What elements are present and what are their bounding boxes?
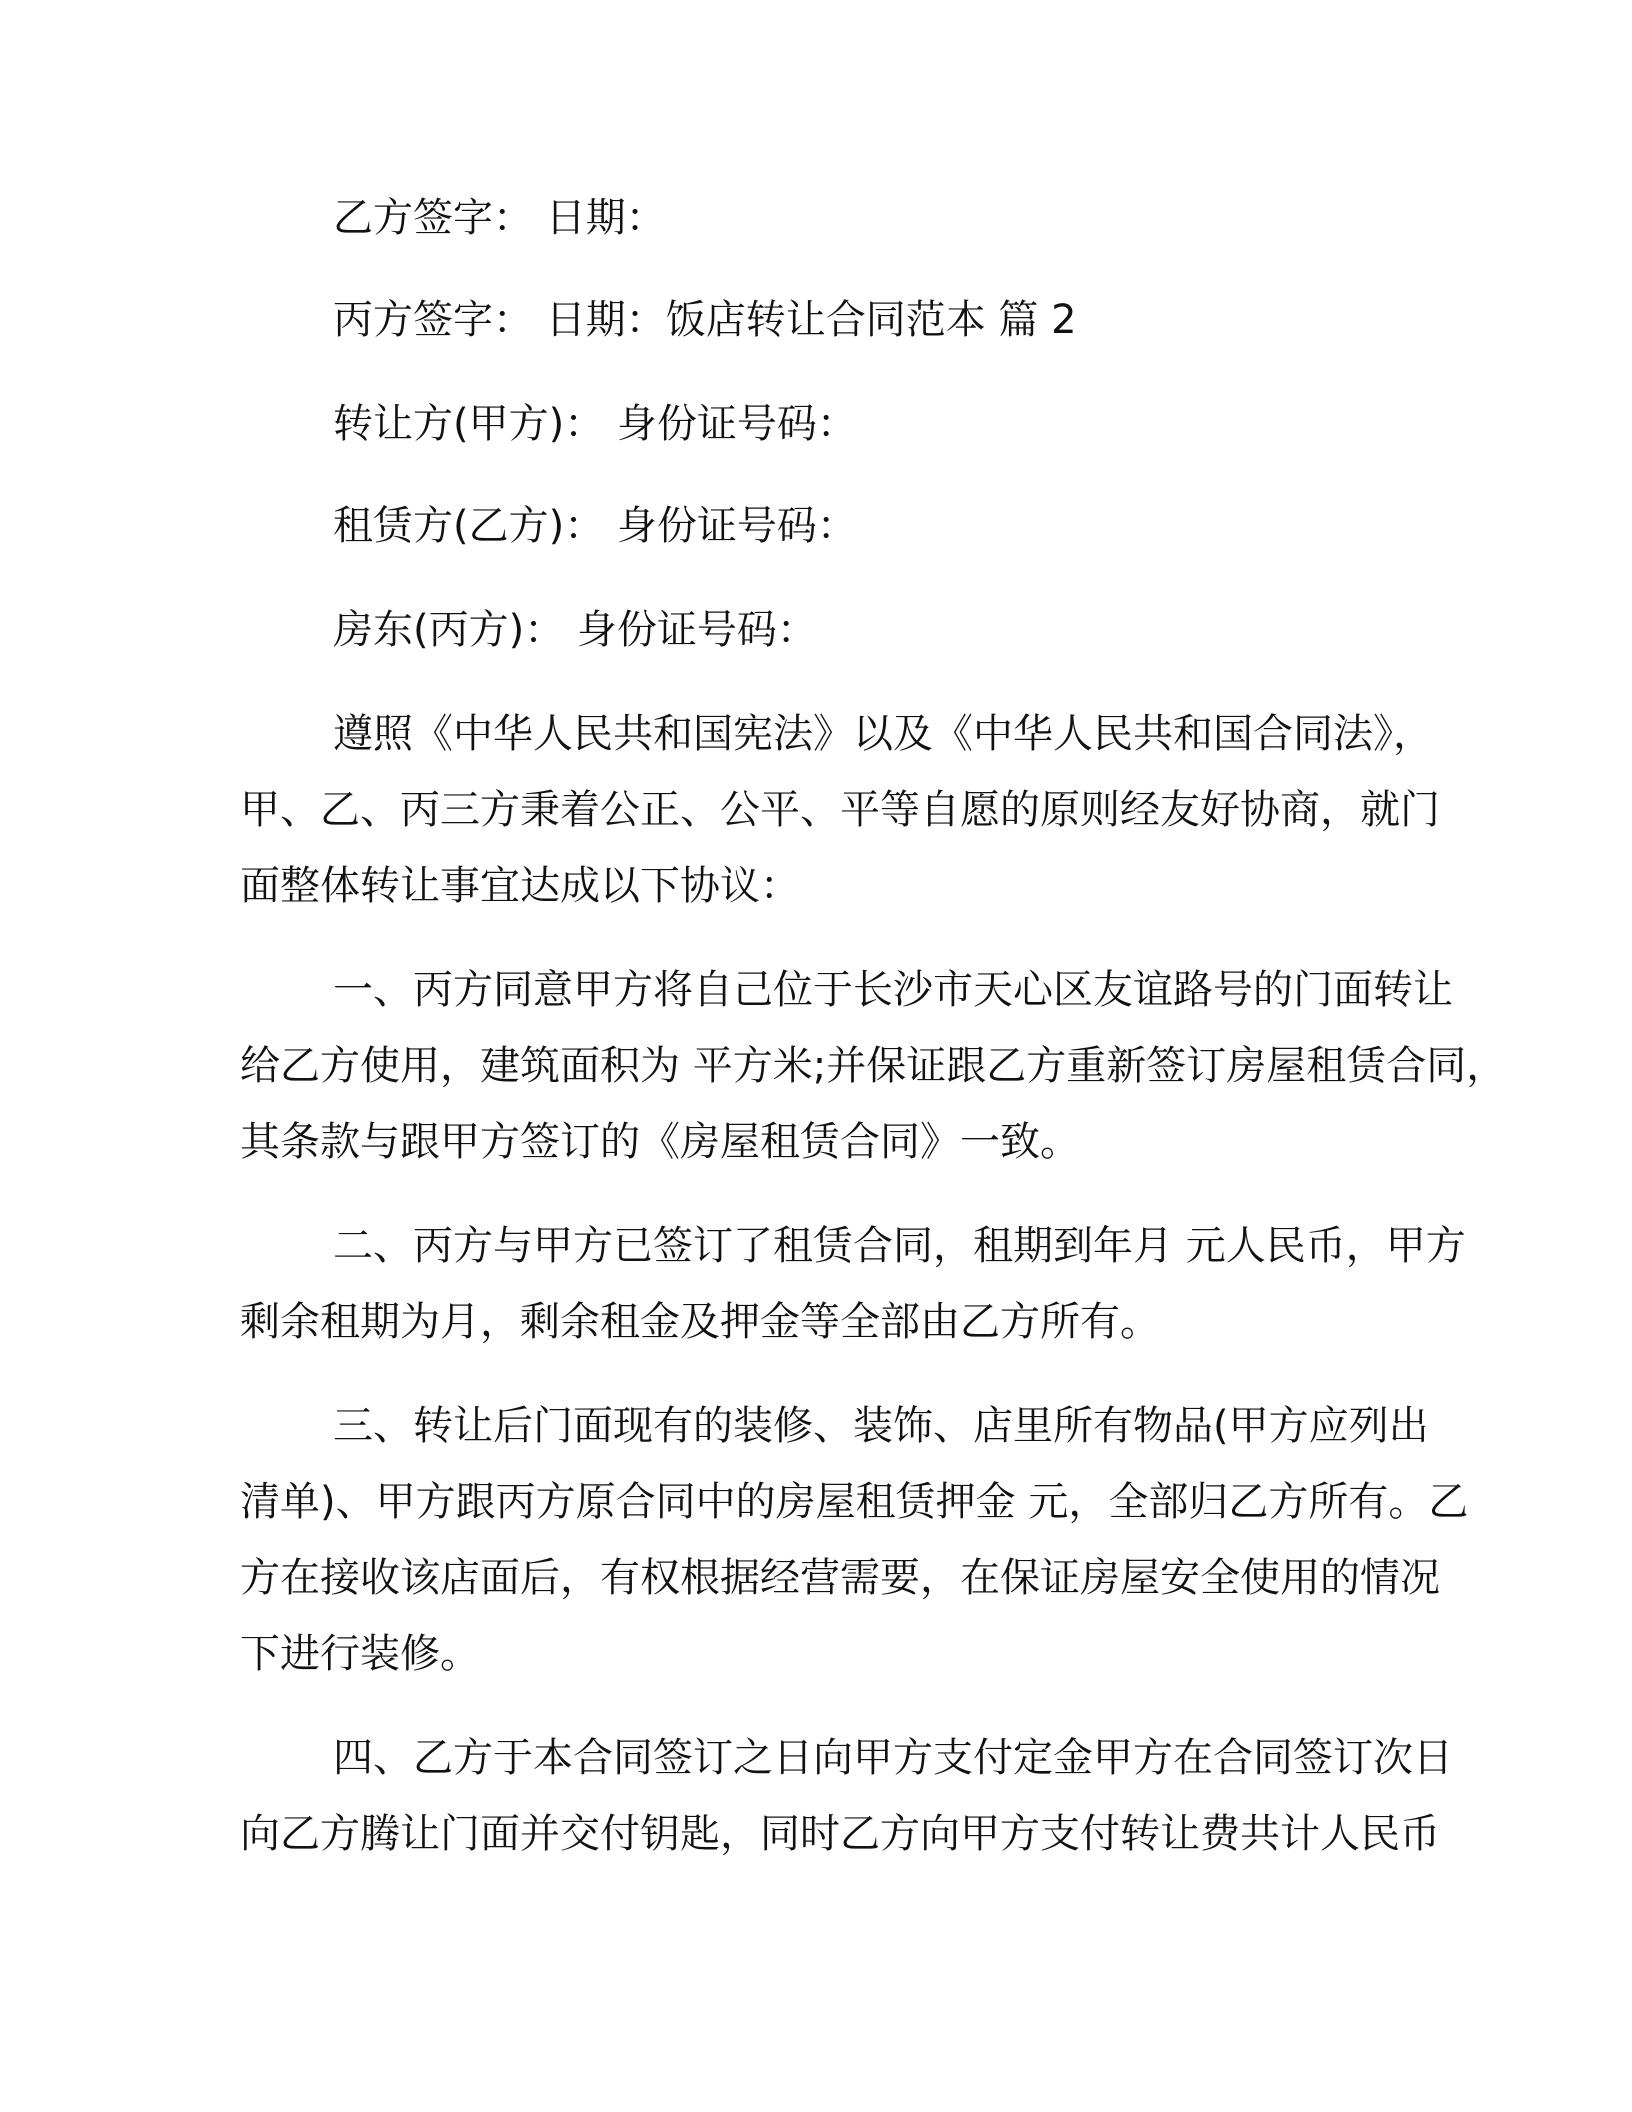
clause1-line-2: 给乙方使用，建筑面积为 平方米;并保证跟乙方重新签订房屋租赁合同，	[240, 1043, 1507, 1089]
clause3-line-3: 方在接收该店面后，有权根据经营需要，在保证房屋安全使用的情况	[240, 1555, 1440, 1601]
signature-line-party-b: 乙方签字： 日期：	[333, 195, 666, 241]
party-line-lessee: 租赁方(乙方)： 身份证号码：	[333, 503, 857, 549]
party-line-landlord: 房东(丙方)： 身份证号码：	[333, 607, 817, 653]
clause4-line-1: 四、乙方于本合同签订之日向甲方支付定金甲方在合同签订次日	[333, 1735, 1453, 1781]
preamble-line-3: 面整体转让事宜达成以下协议：	[240, 863, 800, 909]
party-line-transferor: 转让方(甲方)： 身份证号码：	[333, 401, 857, 447]
clause1-line-1: 一、丙方同意甲方将自己位于长沙市天心区友谊路号的门面转让	[333, 967, 1453, 1013]
preamble-line-1: 遵照《中华人民共和国宪法》以及《中华人民共和国合同法》，	[333, 711, 1433, 757]
clause3-line-4: 下进行装修。	[240, 1631, 480, 1677]
clause3-line-2: 清单)、甲方跟丙方原合同中的房屋租赁押金 元，全部归乙方所有。乙	[240, 1479, 1469, 1525]
clause2-line-2: 剩余租期为月，剩余租金及押金等全部由乙方所有。	[240, 1299, 1160, 1345]
signature-line-party-c: 丙方签字： 日期：饭店转让合同范本 篇 2	[333, 297, 1077, 343]
clause1-line-3: 其条款与跟甲方签订的《房屋租赁合同》一致。	[240, 1119, 1080, 1165]
clause2-line-1: 二、丙方与甲方已签订了租赁合同，租期到年月 元人民币，甲方	[333, 1223, 1466, 1269]
clause3-line-1: 三、转让后门面现有的装修、装饰、店里所有物品(甲方应列出	[333, 1403, 1429, 1449]
preamble-line-2: 甲、乙、丙三方秉着公正、公平、平等自愿的原则经友好协商，就门	[240, 787, 1440, 833]
clause4-line-2: 向乙方腾让门面并交付钥匙，同时乙方向甲方支付转让费共计人民币	[240, 1811, 1440, 1857]
